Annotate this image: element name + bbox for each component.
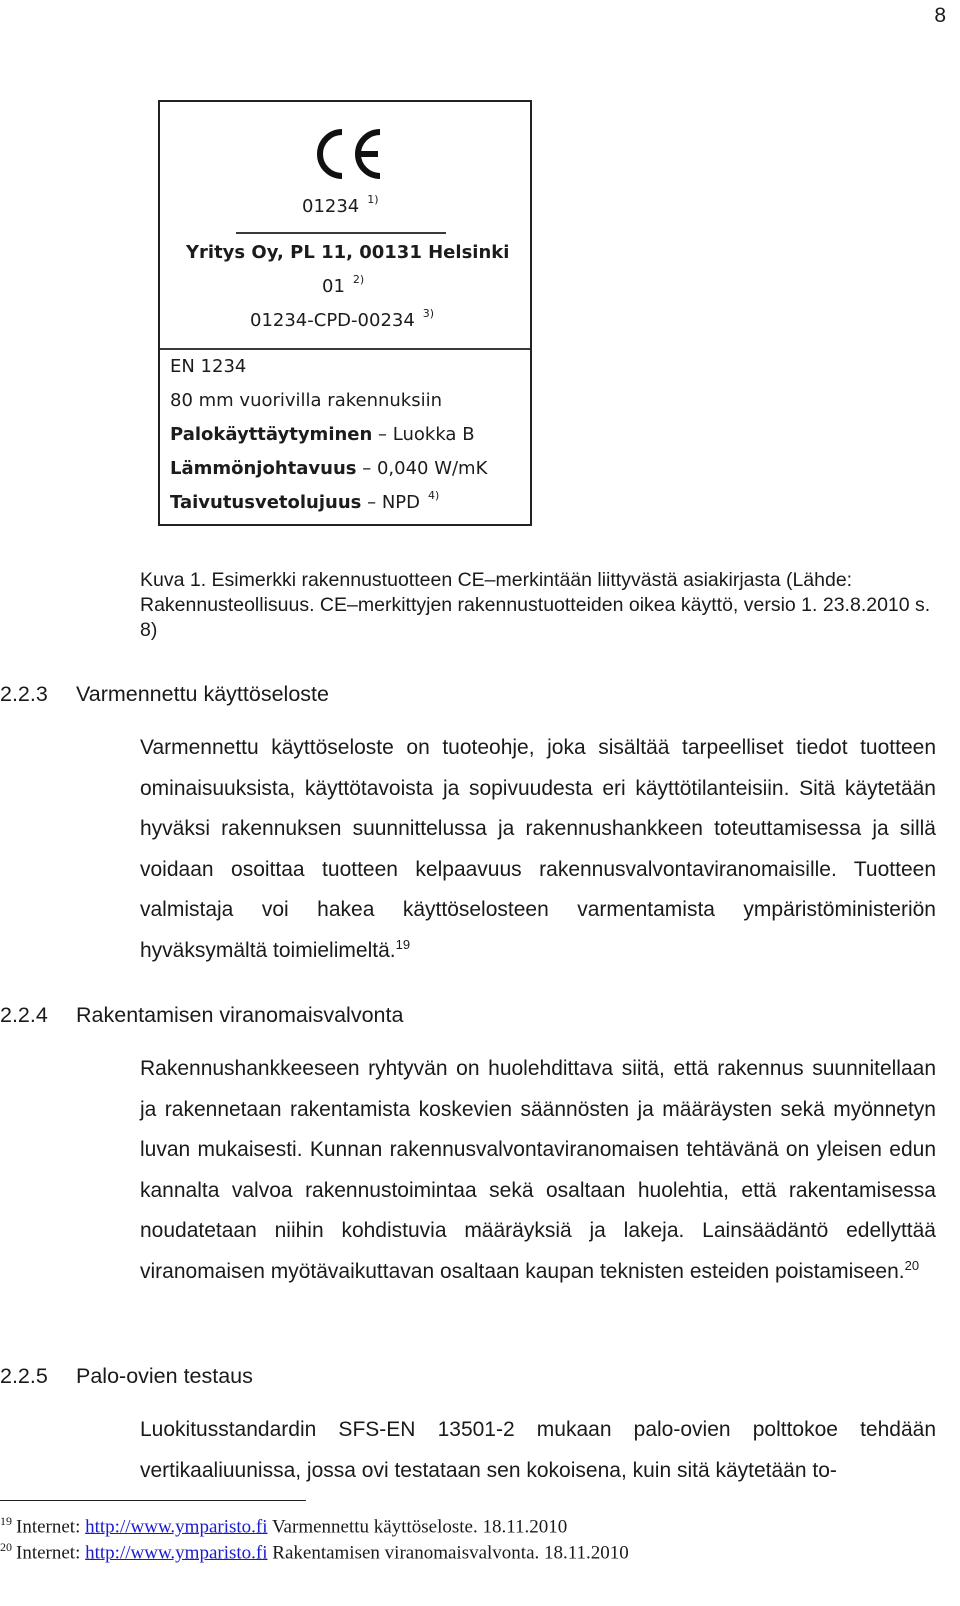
footnote-link[interactable]: http://www.ymparisto.fi bbox=[85, 1516, 268, 1538]
manufacturer: Yritys Oy, PL 11, 00131 Helsinki bbox=[186, 242, 510, 263]
divider bbox=[236, 232, 446, 234]
notified-body-number: 01234 $^{1)}$ bbox=[302, 193, 379, 217]
thermal-conductivity: Lämmönjohtavuus – 0,040 W/mK bbox=[170, 458, 488, 479]
footnote-ref: 19 bbox=[395, 936, 411, 952]
year-of-marking: 01 $^{2)}$ bbox=[322, 273, 365, 297]
section-body: Rakennushankkeeseen ryhtyvän on huolehdittava siitä, että rakennus suunnitellaan ja rakennetaan rakentamista koskevien säännösten ja määräysten sekä myönnetyn luvan mukaisesti. Kunnan rakennusvalvontaviranomaisen tehtävänä on yleisen edun kannalta valvoa rakennustoimintaa sekä osaltaan huolehtia, että rakentamisessa noudatetaan niihin kohdistuvia määräyksiä ja lakeja. Lainsäädäntö edellyttää viranomaisen myötävaikuttavan osaltaan kaupan teknisten esteiden poistamiseen.$^{20}$ bbox=[140, 1057, 936, 1283]
section-body: Varmennettu käyttöseloste on tuoteohje, joka sisältää tarpeelliset tiedot tuotteen ominaisuuksista, käyttötavoista ja sopivuudesta eri käyttötilanteisiin. Sitä käytetään hyväksi rakennuksen suunnittelussa ja rakennushankkeen toteuttamisessa ja sillä voidaan osoittaa tuotteen kelpaavuus rakennusvalvontaviranomaisille. Tuotteen valmistaja voi hakea käyttöselosteen varmentamista ympäristöministeriön hyväksymältä toimielimeltä.$^{19}$ bbox=[140, 736, 936, 962]
section-heading: 2.2.4 Rakentamisen viranomaisvalvonta bbox=[0, 1003, 404, 1027]
section-heading: 2.2.5 Palo-ovien testaus bbox=[0, 1364, 253, 1388]
footnote: $^{20}$ Internet: http://www.ymparisto.fi Rakentamisen viranomaisvalvonta. 18.11.2010 bbox=[0, 1540, 629, 1564]
footnote-link[interactable]: http://www.ymparisto.fi bbox=[85, 1542, 268, 1564]
certificate-number: 01234-CPD-00234 $^{3)}$ bbox=[250, 307, 435, 331]
ce-label-figure bbox=[158, 100, 532, 526]
fire-behaviour: Palokäyttäytyminen – Luokka B bbox=[170, 424, 475, 445]
bending-strength: Taivutusvetolujuus – NPD $^{4)}$ bbox=[170, 489, 440, 513]
section-body: Luokitusstandardin SFS-EN 13501-2 mukaan palo-ovien polttokoe tehdään vertikaaliuunissa, jossa ovi testataan sen kokoisena, kuin sitä käytetään to- bbox=[140, 1418, 936, 1482]
ce-mark-logo bbox=[308, 124, 388, 184]
standard-reference: EN 1234 bbox=[170, 356, 247, 377]
footnote: $^{19}$ Internet: http://www.ymparisto.fi Varmennettu käyttöseloste. 18.11.2010 bbox=[0, 1514, 568, 1538]
section-heading: 2.2.3 Varmennettu käyttöseloste bbox=[0, 682, 329, 706]
divider bbox=[160, 348, 530, 350]
footnote-ref: 20 bbox=[904, 1257, 920, 1273]
footnote-divider bbox=[0, 1500, 306, 1501]
product-description: 80 mm vuorivilla rakennuksiin bbox=[170, 390, 443, 411]
figure-caption: Kuva 1. Esimerkki rakennustuotteen CE–merkintään liittyvästä asiakirjasta (Lähde: Rakennusteollisuus. CE–merkittyjen rakennustuotteiden oikea käyttö, versio 1. 23.8.2010 s. 8) bbox=[140, 569, 931, 641]
page-number: 8 bbox=[934, 4, 946, 27]
